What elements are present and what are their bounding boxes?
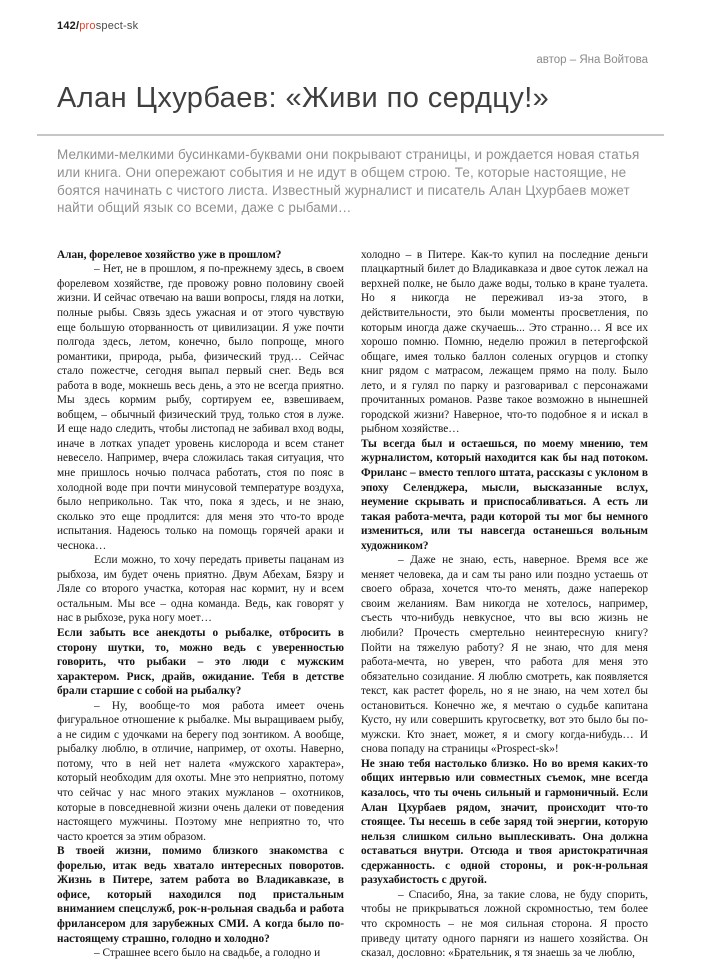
article-body xyxy=(57,248,648,961)
brand-highlight: pro xyxy=(79,20,96,32)
paragraph-answer: – Нет, не в прошлом, я по-прежнему здесь, в своем форелевом хозяйстве, где провожу ровно половину своей жизни. И сейчас отвечаю на ваши вопросы, глядя на лотки, полные рыбы. Связь здесь ужасная и от этого чувствую еще большую оторванность от цивилизации. Я уже почти полгода здесь, летом, конечно, было попроще, много романтики, природа, рыба, физический труд… Сейчас стало пожестче, сегодня выпал первый снег. Ведь вся работа в воде, мокнешь весь день, а это не всегда приятно. Мы здесь кормим рыбу, сортируем ее, взвешиваем, вобщем, – обычный физический труд, только стоя в луже. И еще надо следить, чтобы листопад не забивал вход воды, иначе в лотках упадет уровень кислорода и всем станет невесело. Например, вчера сложилась такая ситуация, что мне пришлось ночью полчаса работать, стоя по пояс в холодной воде при почти минусовой температуре воздуха, было неприкольно. Так что, пока я здесь, и не знаю, сколько это еще продлится: для меня это что-то вроде испытания. Надеюсь только на помощь горячей араки и чеснока… xyxy=(57,263,344,552)
paragraph-question: Если забыть все анекдоты о рыбалке, отбросить в сторону шутки, то, можно ведь с уверенностью говорить, что рыбаки – это люди с мужским характером. Риск, драйв, ожидание. Тебя в детстве брали старшие с собой на рыбалку? xyxy=(57,627,344,698)
brand-rest: spect-sk xyxy=(95,20,139,32)
paragraph-question: В твоей жизни, помимо близкого знакомства с форелью, итак ведь хватало интересных поворотов. Жизнь в Питере, затем работа во Владикавказе, в офисе, который находился под пристальным вниманием спецслужб, рок-н-рольная свадьба и работа фрилансером для зарубежных СМИ. А когда было по-настоящему страшно, голодно и холодно? xyxy=(57,845,344,945)
paragraph-question: Не знаю тебя настолько близко. Но во время каких-то общих интервью или совместных съемок, мне всегда казалось, что ты очень сильный и гармоничный. Если Алан Цхурбаев рядом, значит, происходит что-то стоящее. Ты несешь в себе заряд той энергии, которую нельзя слишком сильно выплескивать. Она должна оставаться внутри. Отсюда и твоя аристократичная сдержанность. с одной стороны, и рок-н-рольная разухабистость с другой. xyxy=(361,757,648,887)
folio xyxy=(57,20,648,32)
page-number: 142/ xyxy=(57,20,80,32)
byline: автор – Яна Войтова xyxy=(536,54,648,66)
paragraph-question: Алан, форелевое хозяйство уже в прошлом? xyxy=(57,248,282,261)
title-divider xyxy=(37,134,664,136)
lede-paragraph: Мелкими-мелкими бусинками-буквами они покрывают страницы, и рождается новая статья или книга. Они опережают события и не идут в общем строю. Те, которые настоящие, не боятся начинать с чистого листа. Известный журналист и писатель Алан Цхурбаев может найти общий язык со всеми, даже с рыбами… xyxy=(57,147,640,216)
paragraph-answer: – Даже не знаю, есть, наверное. Время все же меняет человека, да и сам ты рано или поздно устаешь от своего образа, хочется что-то менять, даже наперекор своим желаниям. Вам никогда не хотелось, например, съесть что-нибудь невкусное, что вы всю жизнь не любили? Прочесть смертельно неинтересную книгу? Пойти на тяжелую работу? Я не знаю, что для меня работа-мечта, но уверен, что работа для меня это обязательно созидание. Я люблю смотреть, как появляется текст, как растет форель, но я не знаю, на чем хотел бы остановиться. Конечно же, я мечтаю о судьбе капитана Кусто, ну или совершить кругосветку, вот это было бы по-мужски. Кто знает, может, я и смогу когда-нибудь… И снова попаду на страницы «Prospect-sk»! xyxy=(361,554,648,756)
paragraph-answer: – Страшнее всего было на свадьбе, а голодно и xyxy=(94,947,321,960)
paragraph-answer-continued: холодно – в Питере. Как-то купил на последние деньги плацкартный билет до Владикавказа и двое суток лежал на верхней полке, не было даже воды, только в кране туалета. Но я никогда не переживал из-за этого, в действительности, это были моменты просветления, по которым иногда даже скучаешь... Это странно… Я все их хорошо помню. Помню, неделю прожил в петергофской общаге, имея только баллон соленых огурцов и стопку книг рядом с матрасом, лежащем прямо на полу. Было лето, и я гулял по парку и разговаривал с персонажами прочитанных романов. Разве такое возможно в нынешней городской жизни? Наверное, что-то подобное я и искал в рыбном хозяйстве… xyxy=(361,248,648,436)
paragraph-answer: Если можно, то хочу передать приветы пацанам из рыбхоза, им будет очень приятно. Двум Абехам, Бязру и Ляле со второго участка, которая нас кормит, ну и всем остальным. Мы все – одна команда. Ведь, как говорят у нас в рыбхозе, рука ногу моет… xyxy=(57,554,344,625)
left-column xyxy=(57,248,344,961)
paragraph-question: Ты всегда был и остаешься, по моему мнению, тем журналистом, который находится как бы над потоком. Фриланс – вместо теплого штата, рассказы с уклоном в эпоху Селенджера, мысли, высказанные вслух, неумение скрывать и приспосабливаться. А есть ли такая работа-мечта, ради которой ты мог бы немного измениться, или ты навсегда останешься вольным художником? xyxy=(361,437,648,552)
article-title: Алан Цхурбаев: «Живи по сердцу!» xyxy=(57,82,550,114)
paragraph-answer: – Спасибо, Яна, за такие слова, не буду спорить, чтобы не прикрываться ложной скромностью, тем более что скромность – не моя сильная сторона. Я просто приведу цитату одного парняги из нашего хозяйства. Он сказал, дословно: «Брательник, я тя знаешь за че люблю, xyxy=(361,888,648,960)
paragraph-answer: – Ну, вообще-то моя работа имеет очень фигуральное отношение к рыбалке. Мы выращиваем рыбу, а не сидим с удочками на берегу под зонтиком. А вообще, рыбалку люблю, в отличие, например, от охоты. Наверно, потому, что в ней нет налета «мужского характера», который необходим для охоты. Мне это неприятно, потому что сейчас у нас много этаких мужланов – охотников, которые в повседневной жизни очень далеки от поведения настоящего мужчины. Поэтому мне неприятно то, что часто кроется за этим образом. xyxy=(57,699,344,843)
right-column xyxy=(361,248,648,961)
